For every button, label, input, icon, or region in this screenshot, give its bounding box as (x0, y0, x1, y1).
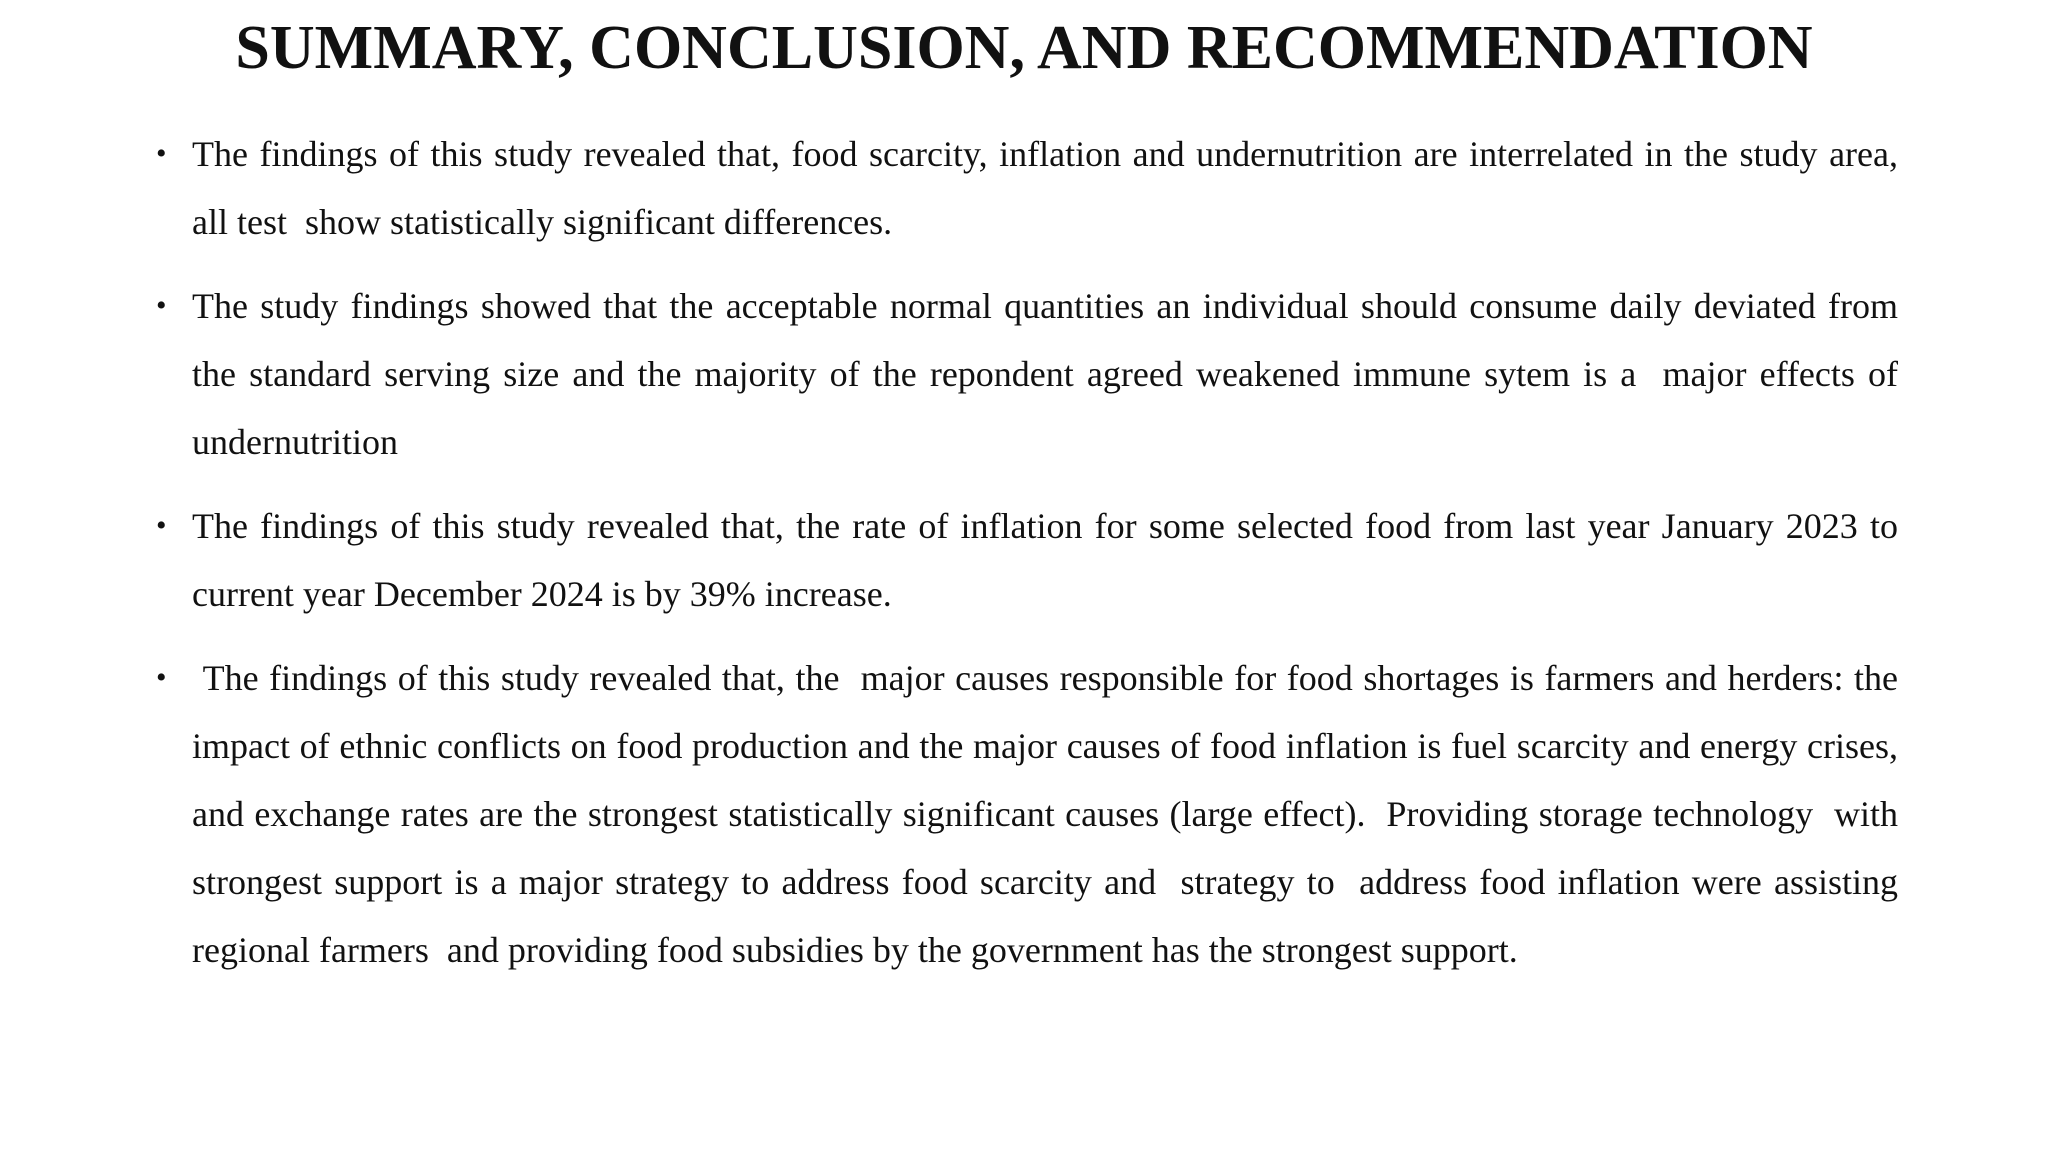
bullet-item-3 (150, 492, 1907, 628)
bullet-icon: • (156, 661, 167, 694)
bullet-text: The findings of this study revealed that, the major causes responsible for food shortages is farmers and herders: the impact of ethnic conflicts on food production and the major causes of food inflation is fuel scarcity and energy crises, and exchange rates are the strongest statistically significant causes (large effect). Providing storage technology with strongest support is a major strategy to address food scarcity and strategy to address food inflation were assisting regional farmers and providing food subsidies by the government has the strongest support. (192, 658, 1908, 970)
bullet-item-1 (150, 120, 1907, 256)
bullet-item-4 (150, 644, 1908, 984)
bullet-text: The findings of this study revealed that, food scarcity, inflation and undernutrition are interrelated in the study area, all test show statistically significant differences. (192, 134, 1907, 242)
bullet-list (150, 120, 1908, 1000)
bullet-text: The findings of this study revealed that, the rate of inflation for some selected food from last year January 2023 to current year December 2024 is by 39% increase. (192, 506, 1907, 614)
bullet-item-2 (150, 272, 1907, 476)
bullet-icon: • (156, 137, 167, 170)
bullet-icon: • (156, 289, 167, 322)
bullet-text: The study findings showed that the acceptable normal quantities an individual should consume daily deviated from the standard serving size and the majority of the repondent agreed weakened immune sytem is a major effects of undernutrition (192, 286, 1907, 462)
slide-title: SUMMARY, CONCLUSION, AND RECOMMENDATION (235, 14, 1813, 82)
bullet-icon: • (156, 509, 167, 542)
